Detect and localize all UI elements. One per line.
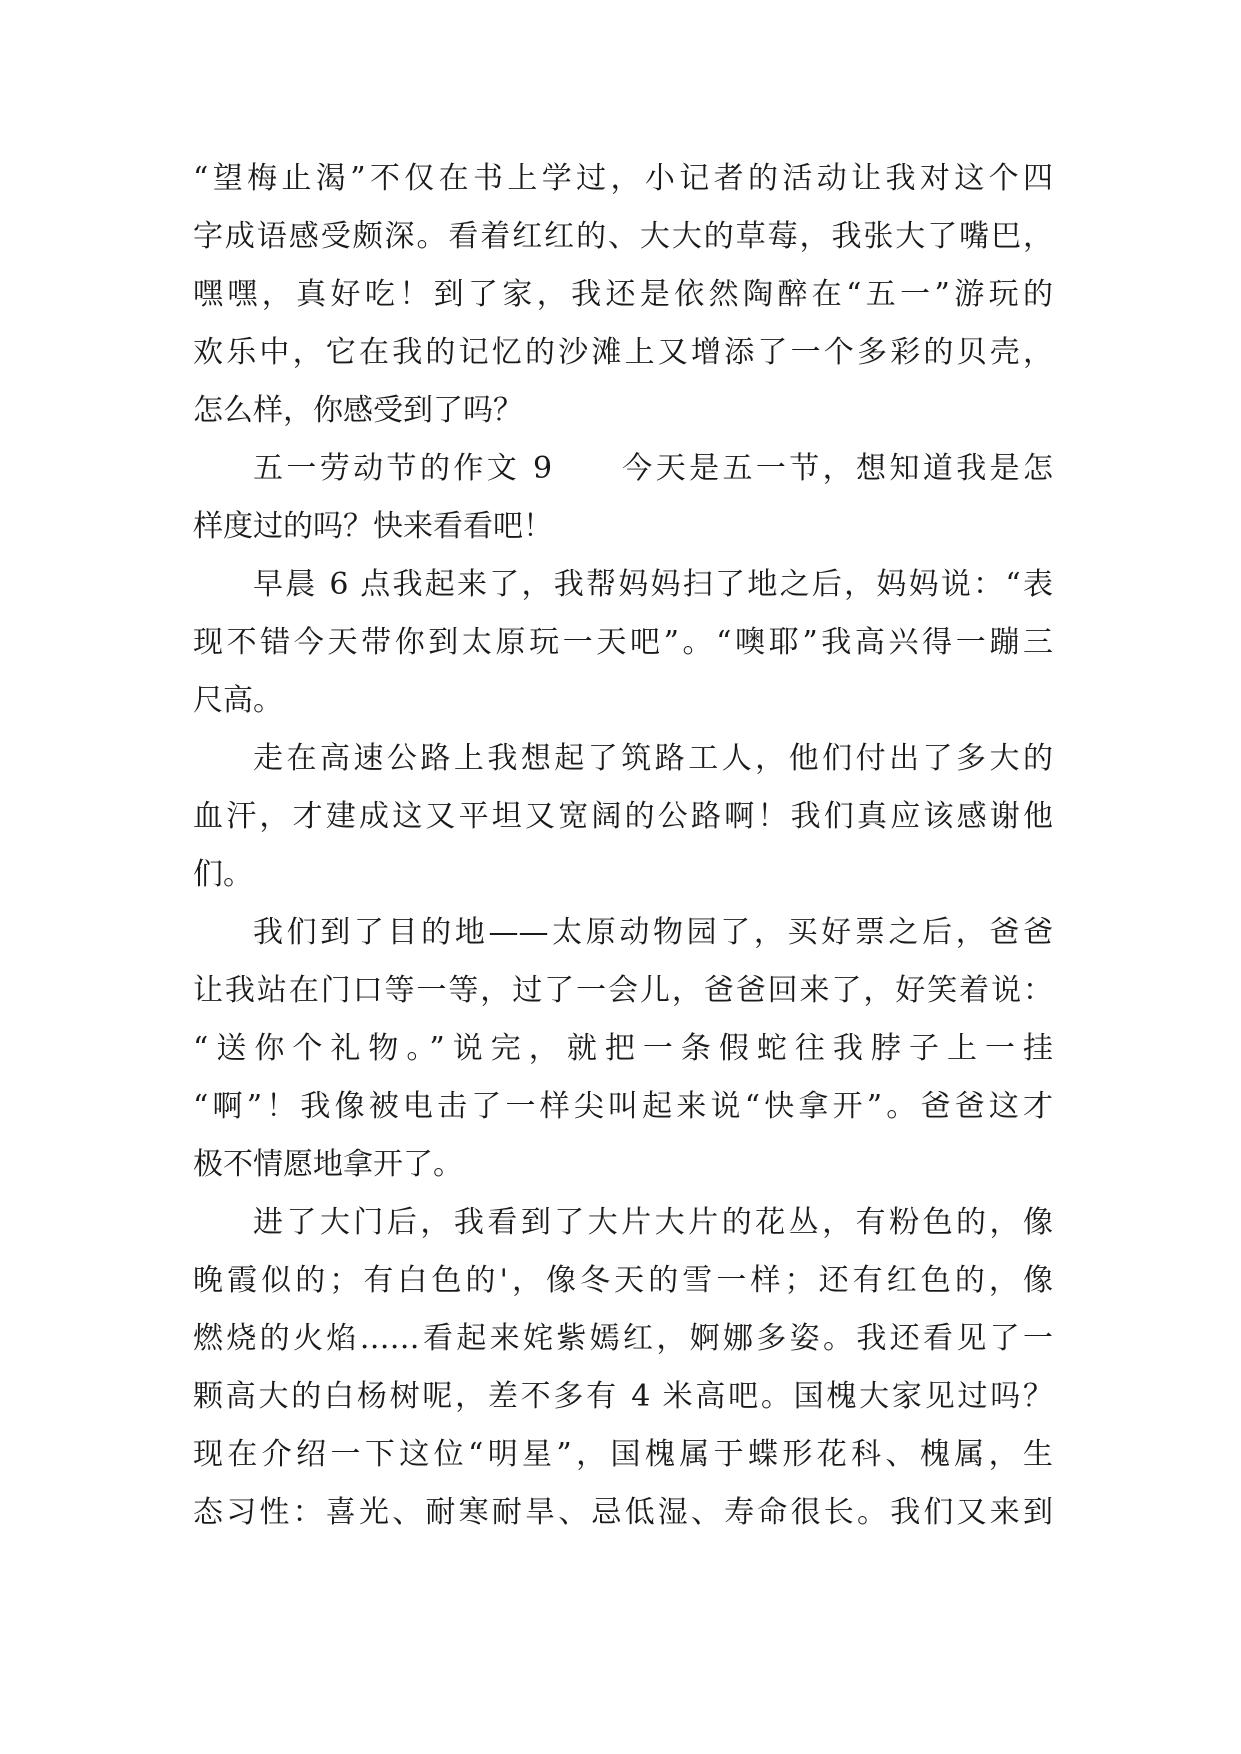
text-line: 血汗，才建成这又平坦又宽阔的公路啊！我们真应该感谢他 <box>193 799 1053 834</box>
text-line: 极不情愿地拿开了。 <box>193 1147 463 1182</box>
text-line: 们。 <box>193 857 253 892</box>
text-line: “望梅止渴”不仅在书上学过，小记者的活动让我对这个四 <box>193 161 1053 196</box>
text-line: 让我站在门口等一等，过了一会儿，爸爸回来了，好笑着说： <box>193 973 1053 1008</box>
text-line: 嘿嘿，真好吃！到了家，我还是依然陶醉在“五一”游玩的 <box>193 277 1053 312</box>
text-line: 样度过的吗？快来看看吧！ <box>193 509 553 544</box>
essay-body <box>193 150 1053 1542</box>
text-line: 晚霞似的；有白色的'，像冬天的雪一样；还有红色的，像 <box>193 1263 1053 1298</box>
text-line: 态习性：喜光、耐寒耐旱、忌低湿、寿命很长。我们又来到 <box>193 1495 1053 1530</box>
text-line: “送你个礼物。”说完，就把一条假蛇往我脖子上一挂 <box>193 1031 1053 1066</box>
text-line: 字成语感受颇深。看着红红的、大大的草莓，我张大了嘴巴， <box>193 219 1053 254</box>
paragraph-start-line: 我们到了目的地——太原动物园了，买好票之后，爸爸 <box>253 915 1053 950</box>
text-line: 欢乐中，它在我的记忆的沙滩上又增添了一个多彩的贝壳， <box>193 335 1053 370</box>
text-line: “啊”！我像被电击了一样尖叫起来说“快拿开”。爸爸这才 <box>193 1089 1053 1124</box>
section-heading-line: 五一劳动节的作文 9 今天是五一节，想知道我是怎 <box>253 451 1053 486</box>
text-line: 颗高大的白杨树呢，差不多有 4 米高吧。国槐大家见过吗？ <box>193 1379 1053 1414</box>
text-line: 现不错今天带你到太原玩一天吧”。“噢耶”我高兴得一蹦三 <box>193 625 1053 660</box>
text-line: 尺高。 <box>193 683 283 718</box>
paragraph-start-line: 进了大门后，我看到了大片大片的花丛，有粉色的，像 <box>253 1205 1053 1240</box>
text-line: 现在介绍一下这位“明星”，国槐属于蝶形花科、槐属，生 <box>193 1437 1053 1472</box>
paragraph-start-line: 早晨 6 点我起来了，我帮妈妈扫了地之后，妈妈说：“表 <box>253 567 1053 602</box>
paragraph-start-line: 走在高速公路上我想起了筑路工人，他们付出了多大的 <box>253 741 1053 776</box>
text-line: 怎么样，你感受到了吗？ <box>193 393 523 428</box>
text-line: 燃烧的火焰……看起来姹紫嫣红，婀娜多姿。我还看见了一 <box>193 1321 1053 1356</box>
